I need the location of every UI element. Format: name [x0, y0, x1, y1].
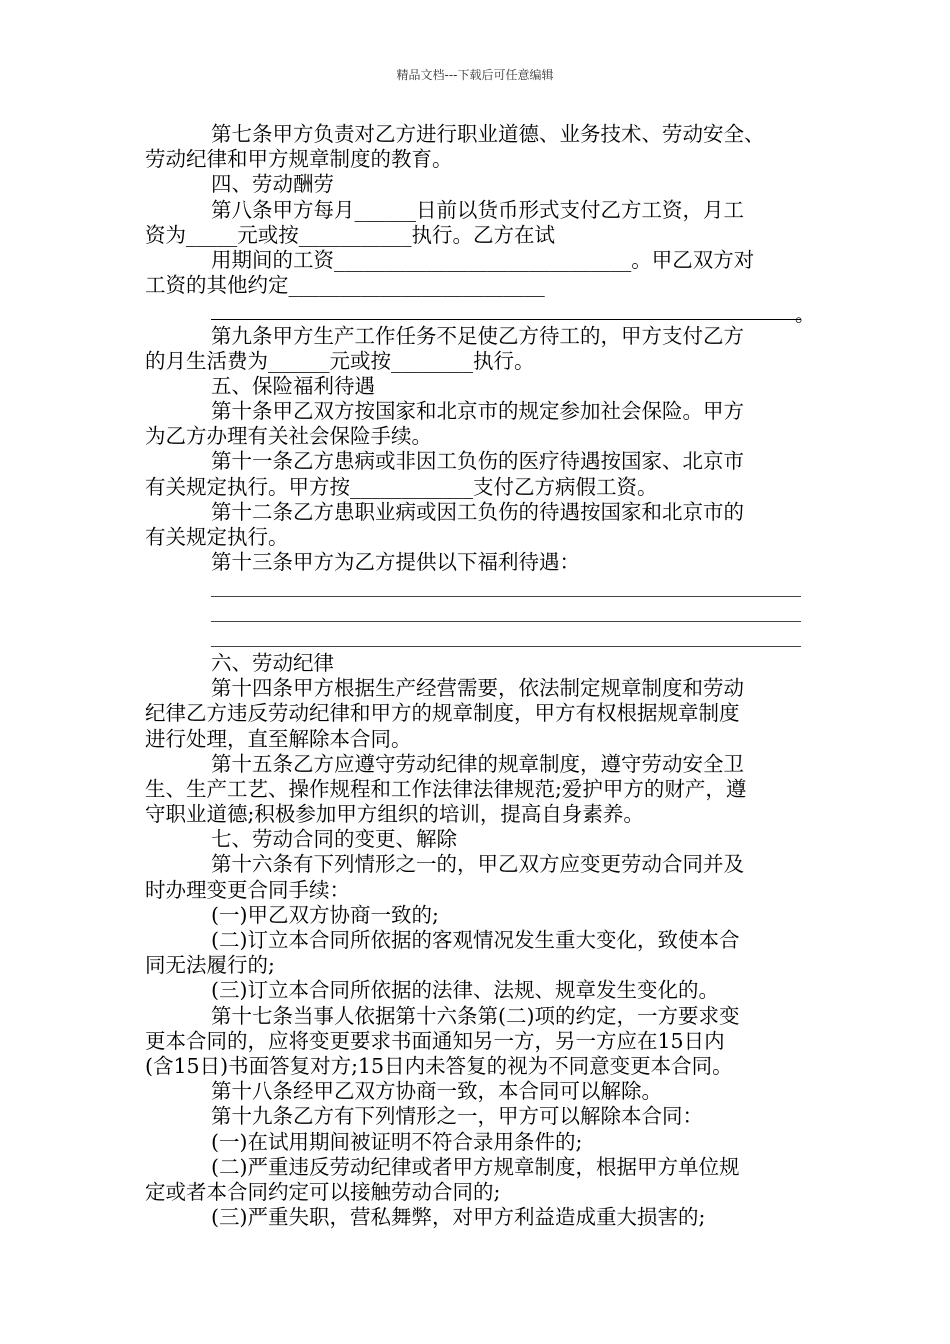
paragraph-line: 用期间的工资_____________________________。甲乙双方对 — [211, 247, 755, 272]
fill-in-blank-line — [145, 298, 817, 326]
blank-underline — [211, 621, 801, 622]
list-item: (一)在试用期间被证明不符合录用条件的; — [211, 1129, 583, 1154]
blank-underline — [211, 319, 801, 320]
paragraph-line: 第十条甲乙双方按国家和北京市的规定参加社会保险。甲方 — [211, 399, 744, 424]
paragraph-line: 定或者本合同约定可以接触劳动合同的; — [145, 1179, 501, 1204]
section-heading: 七、劳动合同的变更、解除 — [211, 827, 457, 852]
paragraph-line: 同无法履行的; — [145, 953, 275, 978]
paragraph-line: 第八条甲方每月______日前以货币形式支付乙方工资，月工 — [211, 197, 744, 222]
list-item: (三)订立本合同所依据的法律、法规、规章发生变化的。 — [211, 978, 719, 1003]
paragraph-line: 劳动纪律和甲方规章制度的教育。 — [145, 147, 453, 172]
section-heading: 五、保险福利待遇 — [211, 373, 375, 398]
paragraph-line: 第十一条乙方患病或非因工负伤的医疗待遇按国家、北京市 — [211, 449, 744, 474]
list-item: (二)严重违反劳动纪律或者甲方规章制度，根据甲方单位规 — [211, 1154, 740, 1179]
section-heading: 四、劳动酬劳 — [211, 172, 334, 197]
fill-in-blank-line — [145, 601, 817, 626]
paragraph-line: 为乙方办理有关社会保险手续。 — [145, 424, 432, 449]
paragraph-line: (含15日)书面答复对方;15日内未答复的视为不同意变更本合同。 — [145, 1053, 733, 1078]
paragraph-line: 资为_____元或按___________执行。乙方在试 — [145, 222, 555, 247]
list-item: (一)甲乙双方协商一致的; — [211, 902, 439, 927]
paragraph-line: 第十七条当事人依据第十六条第(二)项的约定，一方要求变 — [211, 1003, 740, 1028]
paragraph-line: 第十四条甲方根据生产经营需要，依法制定规章制度和劳动 — [211, 676, 744, 701]
blank-underline — [211, 596, 801, 597]
section-heading: 六、劳动纪律 — [211, 650, 334, 675]
paragraph-line: 时办理变更合同手续： — [145, 877, 350, 902]
period-mark: 。 — [795, 301, 815, 326]
paragraph-line: 生、生产工艺、操作规程和工作法律法律规范;爱护甲方的财产，遵 — [145, 776, 747, 801]
paragraph-line: 第十九条乙方有下列情形之一，甲方可以解除本合同： — [211, 1104, 703, 1129]
paragraph-line: 守职业道德;积极参加甲方组织的培训，提高自身素养。 — [145, 802, 644, 827]
document-body — [145, 122, 817, 1230]
list-item: (三)严重失职，营私舞弊，对甲方利益造成重大损害的; — [211, 1205, 706, 1230]
paragraph-line: 工资的其他约定_________________________ — [145, 273, 545, 298]
paragraph-line: 进行处理，直至解除本合同。 — [145, 726, 412, 751]
blank-underline — [211, 646, 801, 647]
paragraph-line: 第十六条有下列情形之一的，甲乙双方应变更劳动合同并及 — [211, 852, 744, 877]
page-header: 精品文档---下载后可任意编辑 — [396, 68, 554, 82]
list-item: (二)订立本合同所依据的客观情况发生重大变化，致使本合 — [211, 928, 740, 952]
paragraph-line: 纪律乙方违反劳动纪律和甲方的规章制度，甲方有权根据规章制度 — [145, 701, 740, 726]
paragraph-line: 有关规定执行。 — [145, 525, 289, 549]
paragraph-line: 更本合同的，应将变更要求书面通知另一方，另一方应在15日内 — [145, 1028, 725, 1053]
paragraph-line: 的月生活费为______元或按________执行。 — [145, 348, 535, 373]
paragraph-line: 第九条甲方生产工作任务不足使乙方待工的，甲方支付乙方 — [211, 323, 744, 348]
paragraph-line: 第十三条甲方为乙方提供以下福利待遇： — [211, 550, 580, 575]
paragraph-line: 第十二条乙方患职业病或因工负伤的待遇按国家和北京市的 — [211, 499, 744, 524]
paragraph-line: 有关规定执行。甲方按____________支付乙方病假工资。 — [145, 474, 658, 499]
fill-in-blank-line — [145, 626, 817, 651]
paragraph-line: 第十八条经甲乙双方协商一致，本合同可以解除。 — [211, 1079, 662, 1104]
paragraph-line: 第十五条乙方应遵守劳动纪律的规章制度，遵守劳动安全卫 — [211, 751, 744, 776]
paragraph-line: 第七条甲方负责对乙方进行职业道德、业务技术、劳动安全、 — [211, 122, 765, 146]
fill-in-blank-line — [145, 575, 817, 600]
